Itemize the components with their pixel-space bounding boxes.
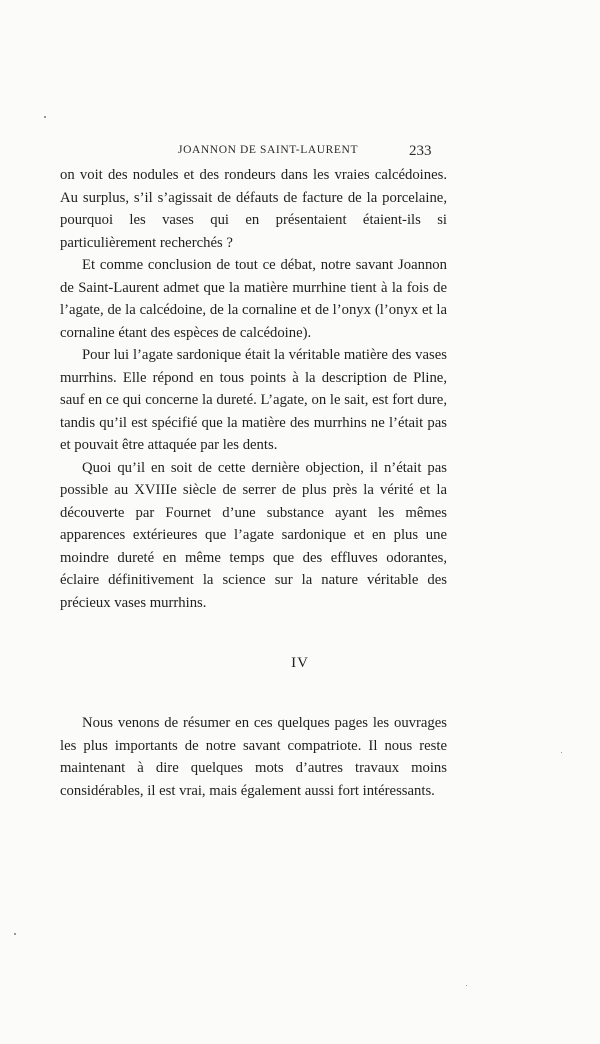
paragraph: Pour lui l’agate sardonique était la véritable matière des vases murrhins. Elle répond en tous points à la description de Pline, sauf en ce qui concerne la dureté. L’agate, on le sait, est fort dure, tandis qu’il est spécifié que la matière des murrhins ne l’était pas et pouvait être attaquée par les dents. <box>60 347 447 453</box>
paper-speck <box>44 116 46 118</box>
body-text-bottom <box>60 712 447 802</box>
paragraph-continued: on voit des nodules et des rondeurs dans les vraies calcédoines. Au surplus, s’il s’agissait de défauts de facture de la porcelaine, pourquoi les vases qui en présentaient étaient-ils si particulièrement recherchés ? <box>60 167 447 251</box>
body-text-top <box>60 164 447 614</box>
paragraph: Et comme conclusion de tout ce débat, notre savant Joannon de Saint-Laurent admet que la matière murrhine tient à la fois de l’agate, de la calcédoine, de la cornaline et de l’onyx (l’onyx et la cornaline étant des espèces de calcédoine). <box>60 257 447 341</box>
paper-speck <box>14 933 16 935</box>
paper-speck <box>466 985 467 986</box>
page-number: 233 <box>409 143 432 159</box>
paragraph: Nous venons de résumer en ces quelques pages les ouvrages les plus importants de notre savant compatriote. Il nous reste maintenant à dire quelques mots d’autres travaux moins considérables, il est vrai, mais également aussi fort intéressants. <box>60 715 447 799</box>
section-heading: IV <box>291 655 309 671</box>
paper-speck <box>561 752 562 753</box>
running-title: JOANNON DE SAINT-LAURENT <box>178 144 359 156</box>
paragraph: Quoi qu’il en soit de cette dernière objection, il n’était pas possible au XVIIIe siècle de serrer de plus près la vérité et la découverte par Fournet d’une substance ayant les mêmes apparences extérieures que l’agate sardonique et en plus une moindre dureté en même temps que des effluves odorantes, éclaire définitivement la science sur la nature véritable des précieux vases murrhins. <box>60 459 447 611</box>
